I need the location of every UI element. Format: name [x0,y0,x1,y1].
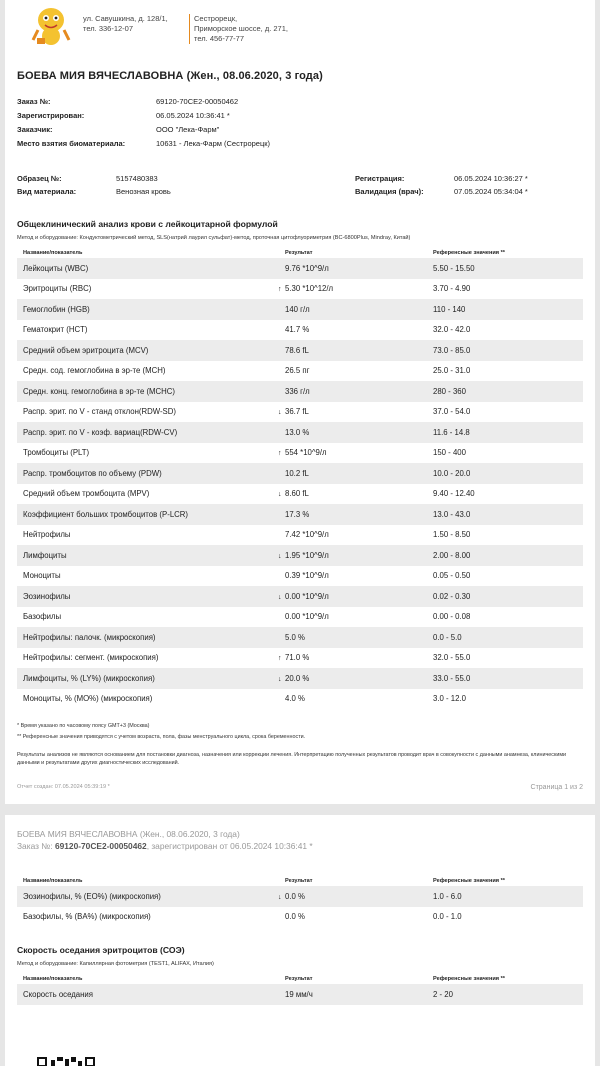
table-row [17,545,583,566]
row-result-cell [279,340,427,361]
row-result-cell [279,525,427,546]
row-result: 554 *10^9/л [285,448,327,458]
place-value: 10631 - Лека-Фарм (Сестрорецк) [156,139,271,148]
sample-label: Образец №: [17,174,62,183]
table-row [17,279,583,300]
table-row [17,361,583,382]
page2-order-prefix: Заказ №: [17,841,55,851]
row-result-cell [279,504,427,525]
patient-title: БОЕВА МИЯ ВЯЧЕСЛАВОВНА (Жен., 08.06.2020, 3 года) [17,70,323,82]
table-row [17,886,583,907]
address-block-1 [83,14,168,34]
order-info [17,95,577,155]
note-timezone: * Время указано по часовому поясу GMT+3 (Москва) [17,723,150,729]
arrow-down-icon: ↓ [278,409,282,417]
table-header-row [17,974,583,984]
row-result: 26.5 пг [285,366,310,376]
row-name: Тромбоциты (PLT) [17,443,279,464]
customer-value: ООО "Лека-Фарм" [156,125,220,134]
row-name: Нейтрофилы [17,525,279,546]
table-row [17,586,583,607]
row-name: Эозинофилы [17,586,279,607]
esr-title: Скорость оседания эритроцитов (СОЭ) [17,945,185,955]
row-result: 17.3 % [285,509,310,519]
table-row [17,443,583,464]
arrow-up-icon: ↑ [278,286,282,294]
row-reference: 25.0 - 31.0 [427,361,583,382]
row-result: 8.60 fL [285,489,309,499]
row-result-cell [279,484,427,505]
page2-order-line [17,840,313,852]
report-created: Отчет создан: 07.05.2024 05:39:19 * [17,784,110,790]
row-result-cell [279,381,427,402]
row-name: Распр. эрит. по V - коэф. вариац(RDW-CV) [17,422,279,443]
row-result: 20.0 % [285,673,310,683]
row-name: Нейтрофилы: палочк. (микроскопия) [17,627,279,648]
row-name: Средн. конц. гемоглобина в эр-те (MCHC) [17,381,279,402]
row-name: Скорость оседания [17,984,279,1005]
report-page-1 [5,0,595,804]
row-result: 13.0 % [285,427,310,437]
cbc-title: Общеклинический анализ крови с лейкоцитарной формулой [17,219,278,229]
table-row [17,422,583,443]
address2-line2: Приморское шоссе, д. 271, [194,24,288,33]
row-name: Базофилы [17,607,279,628]
row-result: 140 г/л [285,304,310,314]
row-result: 10.2 fL [285,468,309,478]
row-result: 1.95 *10^9/л [285,550,329,560]
row-result: 36.7 fL [285,407,309,417]
row-result: 7.42 *10^9/л [285,530,329,540]
order-label: Заказ №: [17,97,51,106]
row-reference: 2.00 - 8.00 [427,545,583,566]
lab-mascot-logo [29,0,73,46]
table-header-row [17,248,583,258]
row-result-cell [279,279,427,300]
row-result: 41.7 % [285,325,310,335]
arrow-up-icon: ↑ [278,450,282,458]
row-name: Эритроциты (RBC) [17,279,279,300]
row-name: Гемоглобин (HGB) [17,299,279,320]
page-number: Страница 1 из 2 [530,784,583,791]
table-row [17,648,583,669]
row-name: Коэффициент больших тромбоцитов (P-LCR) [17,504,279,525]
row-reference: 73.0 - 85.0 [427,340,583,361]
table-row [17,689,583,710]
esr-method: Метод и оборудование: Капиллярная фотометрия (TEST1, ALIFAX, Италия) [17,961,214,967]
registration-value: 06.05.2024 10:36:27 * [454,174,528,183]
row-reference: 3.0 - 12.0 [427,689,583,710]
row-reference: 32.0 - 55.0 [427,648,583,669]
qr-code [37,1057,107,1066]
row-name: Распр. эрит. по V - станд отклон(RDW-SD) [17,402,279,423]
row-result: 336 г/л [285,386,310,396]
page2-results-table [17,876,583,927]
registered-label: Зарегистрирован: [17,111,85,120]
row-result: 9.76 *10^9/л [285,263,329,273]
table-header-row [17,876,583,886]
row-reference: 0.05 - 0.50 [427,566,583,587]
row-name: Моноциты, % (MO%) (микроскопия) [17,689,279,710]
row-name: Базофилы, % (BA%) (микроскопия) [17,907,279,928]
row-name: Средний объем эритроцита (MCV) [17,340,279,361]
row-result-cell [279,566,427,587]
material-value: Венозная кровь [116,187,171,196]
row-result-cell [279,361,427,382]
table-row [17,627,583,648]
table-row [17,381,583,402]
registered-value: 06.05.2024 10:36:41 * [156,111,230,120]
row-result: 0.00 *10^9/л [285,612,329,622]
address-divider [189,14,190,44]
row-result: 0.0 % [285,891,305,901]
address1-line2: тел. 336-12-07 [83,24,134,33]
row-reference: 2 - 20 [427,984,583,1005]
row-result-cell [279,402,427,423]
address-block-2 [194,14,288,44]
table-row [17,320,583,341]
row-reference: 1.0 - 6.0 [427,886,583,907]
row-name: Гематокрит (HCT) [17,320,279,341]
header-name: Название/показатель [23,250,83,256]
arrow-down-icon: ↓ [278,593,282,601]
header-result: Результат [285,250,313,256]
table-row [17,340,583,361]
row-result: 71.0 % [285,653,310,663]
row-name: Лимфоциты, % (LY%) (микроскопия) [17,668,279,689]
row-result-cell [279,907,427,928]
row-result-cell [279,607,427,628]
row-result-cell [279,668,427,689]
row-reference: 0.00 - 0.08 [427,607,583,628]
note-reference: ** Референсные значения приводятся с учетом возраста, пола, фазы менструального цикла, срока беременности. [17,734,306,740]
validation-value: 07.05.2024 05:34:04 * [454,187,528,196]
header-reference: Референсные значения ** [433,976,505,982]
report-page-2 [5,815,595,1066]
arrow-down-icon: ↓ [278,491,282,499]
row-result-cell [279,422,427,443]
page2-order-number: 69120-70CE2-00050462 [54,841,147,851]
row-result-cell [279,545,427,566]
header-result: Результат [285,878,313,884]
row-reference: 0.0 - 1.0 [427,907,583,928]
arrow-up-icon: ↑ [278,655,282,663]
row-name: Средний объем тромбоцита (MPV) [17,484,279,505]
row-result: 78.6 fL [285,345,309,355]
row-result: 19 мм/ч [285,989,313,999]
row-result: 5.0 % [285,632,305,642]
row-result: 0.00 *10^9/л [285,591,329,601]
row-name: Лимфоциты [17,545,279,566]
row-name: Моноциты [17,566,279,587]
row-reference: 11.6 - 14.8 [427,422,583,443]
cbc-method: Метод и оборудование: Кондуктометрический метод, SLS(натрий лаурил сульфат)-метод, проточная цитофлуориметрия (BC-6800Plus, Mindray, Китай) [17,235,411,241]
table-row [17,299,583,320]
row-name: Нейтрофилы: сегмент. (микроскопия) [17,648,279,669]
address2-line3: тел. 456-77-77 [194,34,245,43]
note-disclaimer: Результаты анализов не являются основанием для постановки диагноза, назначения или коррекции лечения. Интерпретацию полученных результатов проводит врач в совокупности с данными анамнеза, клиническими данными и результатами других диагностических исследований. [17,752,567,766]
row-result-cell [279,258,427,279]
table-row [17,463,583,484]
place-label: Место взятия биоматериала: [17,139,126,148]
row-reference: 10.0 - 20.0 [427,463,583,484]
header-reference: Референсные значения ** [433,878,505,884]
esr-results-table [17,974,583,1005]
registration-label: Регистрация: [355,174,405,183]
row-reference: 150 - 400 [427,443,583,464]
order-value: 69120-70CE2-00050462 [156,97,239,106]
row-reference: 0.02 - 0.30 [427,586,583,607]
row-result: 0.0 % [285,912,305,922]
header-name: Название/показатель [23,976,83,982]
arrow-down-icon: ↓ [278,552,282,560]
header-name: Название/показатель [23,878,83,884]
page2-patient: БОЕВА МИЯ ВЯЧЕСЛАВОВНА (Жен., 08.06.2020, 3 года) [17,829,240,839]
row-result-cell [279,299,427,320]
row-reference: 9.40 - 12.40 [427,484,583,505]
row-reference: 37.0 - 54.0 [427,402,583,423]
customer-label: Заказчик: [17,125,53,134]
address2-line1: Сестрорецк, [194,14,238,23]
row-result-cell [279,320,427,341]
row-result-cell [279,689,427,710]
table-row [17,402,583,423]
table-row [17,607,583,628]
row-reference: 0.0 - 5.0 [427,627,583,648]
row-result: 0.39 *10^9/л [285,571,329,581]
row-result-cell [279,648,427,669]
table-row [17,525,583,546]
row-reference: 32.0 - 42.0 [427,320,583,341]
row-result-cell [279,627,427,648]
row-result: 4.0 % [285,694,305,704]
arrow-down-icon: ↓ [278,893,282,901]
material-label: Вид материала: [17,187,77,196]
address1-line1: ул. Савушкина, д. 128/1, [83,14,168,23]
table-row [17,668,583,689]
row-result-cell [279,586,427,607]
page2-order-suffix: , зарегистрирован от 06.05.2024 10:36:41 * [146,841,313,851]
table-row [17,566,583,587]
row-reference: 1.50 - 8.50 [427,525,583,546]
header-result: Результат [285,976,313,982]
row-reference: 5.50 - 15.50 [427,258,583,279]
table-row [17,258,583,279]
row-result-cell [279,886,427,907]
sample-info [17,172,577,202]
arrow-down-icon: ↓ [278,675,282,683]
row-reference: 33.0 - 55.0 [427,668,583,689]
table-row [17,484,583,505]
row-result-cell [279,463,427,484]
row-result-cell [279,443,427,464]
row-name: Распр. тромбоцитов по объему (PDW) [17,463,279,484]
cbc-results-table [17,248,583,709]
row-reference: 13.0 - 43.0 [427,504,583,525]
row-result-cell [279,984,427,1005]
validation-label: Валидация (врач): [355,187,424,196]
header-reference: Референсные значения ** [433,250,505,256]
table-row [17,907,583,928]
row-result: 5.30 *10^12/л [285,284,334,294]
table-row [17,984,583,1005]
row-reference: 110 - 140 [427,299,583,320]
row-name: Средн. сод. гемоглобина в эр-те (MCH) [17,361,279,382]
row-name: Эозинофилы, % (EO%) (микроскопия) [17,886,279,907]
sample-value: 5157480383 [116,174,158,183]
row-name: Лейкоциты (WBC) [17,258,279,279]
row-reference: 3.70 - 4.90 [427,279,583,300]
row-reference: 280 - 360 [427,381,583,402]
table-row [17,504,583,525]
